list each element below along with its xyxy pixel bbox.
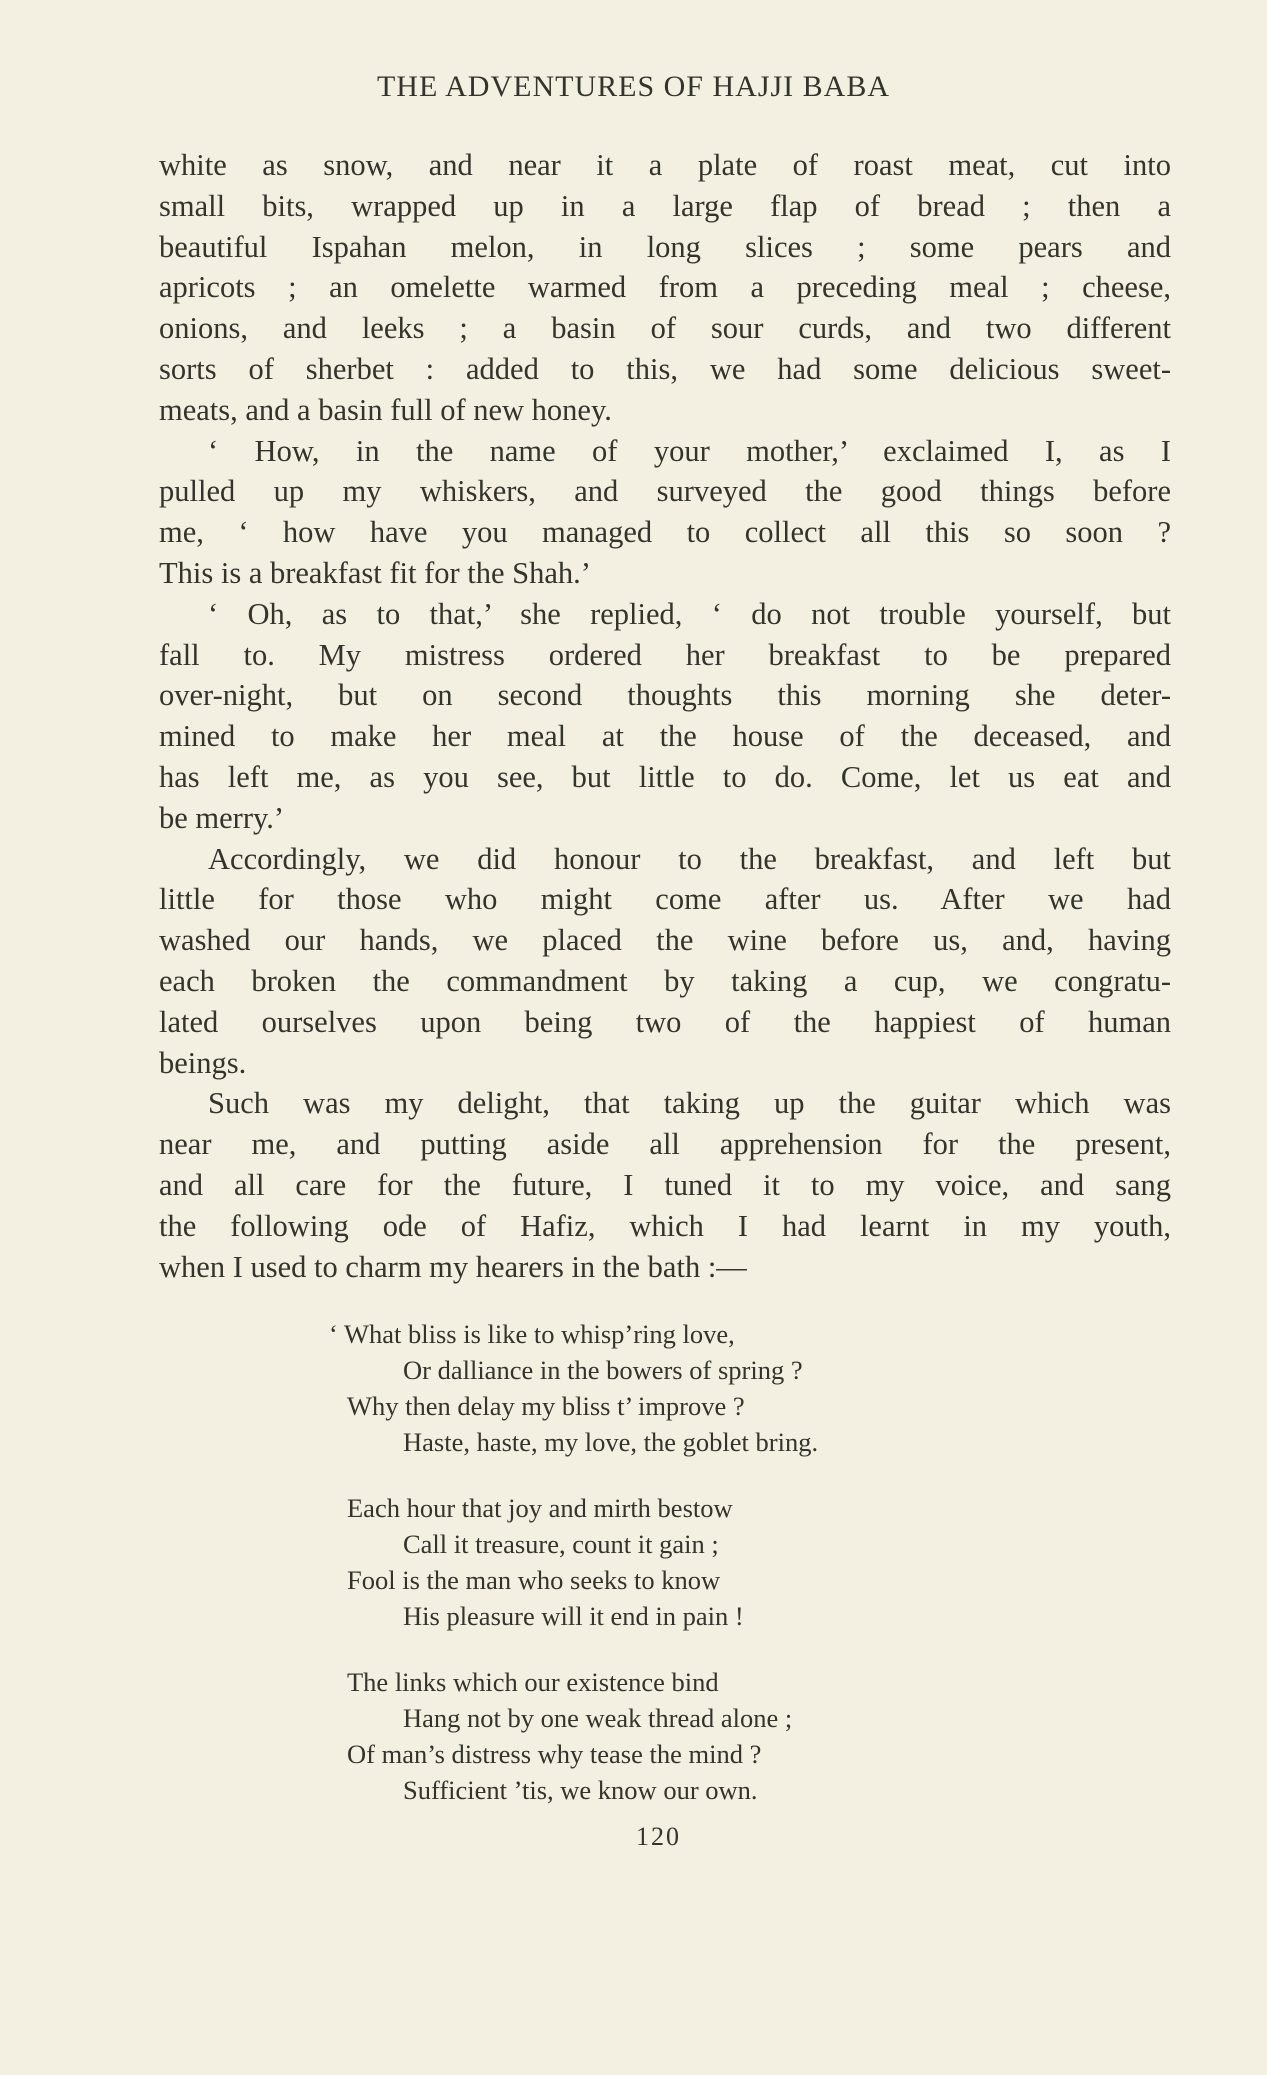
text-line: be merry.’ <box>159 800 285 835</box>
text-line: small bits, wrapped up in a large flap of bread ; then a <box>159 188 1171 223</box>
poem-line: Fool is the man who seeks to know <box>347 1565 721 1595</box>
running-header: THE ADVENTURES OF HAJJI BABA <box>376 70 891 103</box>
poem-stanza <box>347 1664 818 1808</box>
poem-line: Haste, haste, my love, the goblet bring. <box>403 1427 819 1457</box>
text-line: white as snow, and near it a plate of roast meat, cut into <box>159 148 1171 182</box>
poem-stanza <box>329 1316 819 1460</box>
poem-line: Of man’s distress why tease the mind ? <box>347 1739 762 1769</box>
text-line: mined to make her meal at the house of the deceased, and <box>159 719 1171 754</box>
poem-line: Or dalliance in the bowers of spring ? <box>403 1355 803 1385</box>
text-line: beings. <box>159 1045 247 1080</box>
poem-stanza <box>347 1490 818 1634</box>
text-line: near me, and putting aside all apprehension for the present, <box>159 1127 1171 1162</box>
text-line: apricots ; an omelette warmed from a preceding meal ; cheese, <box>159 270 1171 305</box>
text-line: the following ode of Hafiz, which I had learnt in my youth, <box>159 1208 1171 1243</box>
poem-line: Why then delay my bliss t’ improve ? <box>347 1391 745 1421</box>
body-text <box>159 145 1171 1287</box>
text-line: and all care for the future, I tuned it to my voice, and sang <box>159 1167 1171 1202</box>
text-line: Such was my delight, that taking up the guitar which was <box>208 1086 1171 1121</box>
text-line: ‘ Oh, as to that,’ she replied, ‘ do not trouble yourself, but <box>208 596 1171 631</box>
text-line: pulled up my whiskers, and surveyed the good things before <box>159 474 1171 509</box>
text-line: when I used to charm my hearers in the bath :— <box>159 1249 747 1284</box>
text-line: has left me, as you see, but little to do. Come, let us eat and <box>159 759 1171 794</box>
poem-line: The links which our existence bind <box>347 1667 719 1697</box>
poem-line: Hang not by one weak thread alone ; <box>403 1703 793 1733</box>
text-line: Accordingly, we did honour to the breakfast, and left but <box>208 841 1171 876</box>
text-line: fall to. My mistress ordered her breakfast to be prepared <box>159 637 1171 672</box>
text-line: beautiful Ispahan melon, in long slices ; some pears and <box>159 229 1171 264</box>
poem-line: Sufficient ’tis, we know our own. <box>403 1775 758 1805</box>
page-number: 120 <box>636 1822 681 1851</box>
poem-line: ‘ What bliss is like to whisp’ring love, <box>329 1319 735 1349</box>
text-line: little for those who might come after us. After we had <box>159 882 1171 917</box>
text-line: lated ourselves upon being two of the happiest of human <box>159 1004 1171 1039</box>
text-line: washed our hands, we placed the wine before us, and, having <box>159 923 1171 958</box>
poem-line: Each hour that joy and mirth bestow <box>347 1493 733 1523</box>
text-line: ‘ How, in the name of your mother,’ exclaimed I, as I <box>208 433 1171 468</box>
text-line: onions, and leeks ; a basin of sour curds, and two different <box>159 311 1171 346</box>
poem <box>329 1316 819 1838</box>
poem-line: His pleasure will it end in pain ! <box>403 1601 744 1631</box>
text-line: This is a breakfast fit for the Shah.’ <box>159 555 591 590</box>
text-line: each broken the commandment by taking a cup, we congratu- <box>159 963 1171 998</box>
poem-line: Call it treasure, count it gain ; <box>403 1529 719 1559</box>
text-line: meats, and a basin full of new honey. <box>159 392 612 427</box>
text-line: over-night, but on second thoughts this morning she deter- <box>159 678 1171 713</box>
text-line: me, ‘ how have you managed to collect all this so soon ? <box>159 515 1171 550</box>
text-line: sorts of sherbet : added to this, we had some delicious sweet- <box>159 351 1171 386</box>
